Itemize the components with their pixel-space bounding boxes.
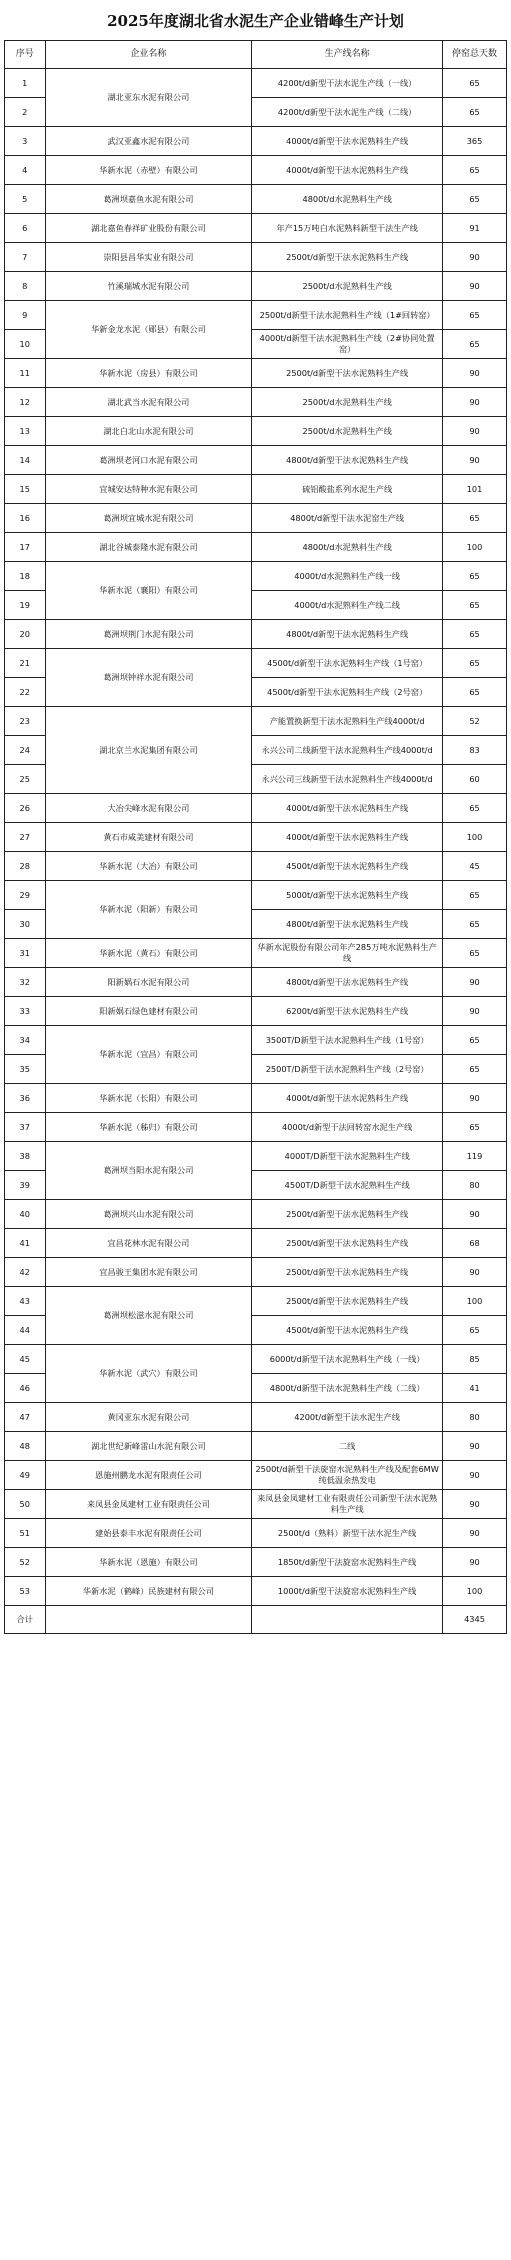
production-line: 4800t/d新型干法水泥熟料生产线 <box>252 968 443 997</box>
company-name: 华新水泥（恩施）有限公司 <box>45 1548 252 1577</box>
row-number: 32 <box>5 968 46 997</box>
row-number: 14 <box>5 446 46 475</box>
shutdown-days: 90 <box>443 997 507 1026</box>
row-number: 17 <box>5 533 46 562</box>
row-number: 39 <box>5 1171 46 1200</box>
header-line: 生产线名称 <box>252 41 443 69</box>
table-row <box>5 997 507 1026</box>
table-row <box>5 156 507 185</box>
production-line: 6200t/d新型干法水泥熟料生产线 <box>252 997 443 1026</box>
row-number: 4 <box>5 156 46 185</box>
production-line: 4500t/d新型干法水泥熟料生产线（1号窑） <box>252 649 443 678</box>
production-line: 4800t/d新型干法水泥熟料生产线 <box>252 620 443 649</box>
shutdown-days: 65 <box>443 301 507 330</box>
shutdown-days: 90 <box>443 1461 507 1490</box>
total-row <box>5 1606 507 1634</box>
production-line: 3500T/D新型干法水泥熟料生产线（1号窑） <box>252 1026 443 1055</box>
shutdown-days: 65 <box>443 649 507 678</box>
table-row <box>5 388 507 417</box>
production-line: 4800t/d新型干法水泥熟料生产线 <box>252 910 443 939</box>
company-name: 湖北嘉鱼春祥矿业股份有限公司 <box>45 214 252 243</box>
header-company: 企业名称 <box>45 41 252 69</box>
table-row <box>5 1200 507 1229</box>
total-blank <box>252 1606 443 1634</box>
row-number: 46 <box>5 1374 46 1403</box>
company-name: 华新金龙水泥（郧县）有限公司 <box>45 301 252 359</box>
table-row <box>5 243 507 272</box>
row-number: 6 <box>5 214 46 243</box>
company-name: 葛洲坝松滋水泥有限公司 <box>45 1287 252 1345</box>
shutdown-days: 90 <box>443 1519 507 1548</box>
production-line: 4000t/d新型干法水泥熟料生产线 <box>252 156 443 185</box>
row-number: 29 <box>5 881 46 910</box>
production-line: 4500T/D新型干法水泥熟料生产线 <box>252 1171 443 1200</box>
table-row <box>5 968 507 997</box>
table-row <box>5 1519 507 1548</box>
row-number: 47 <box>5 1403 46 1432</box>
row-number: 22 <box>5 678 46 707</box>
table-row <box>5 1432 507 1461</box>
table-row <box>5 1287 507 1316</box>
row-number: 2 <box>5 98 46 127</box>
production-line: 4500t/d新型干法水泥熟料生产线 <box>252 852 443 881</box>
table-row <box>5 649 507 678</box>
table-row <box>5 69 507 98</box>
shutdown-days: 65 <box>443 910 507 939</box>
row-number: 5 <box>5 185 46 214</box>
table-row <box>5 794 507 823</box>
row-number: 21 <box>5 649 46 678</box>
table-row <box>5 446 507 475</box>
row-number: 20 <box>5 620 46 649</box>
production-line: 永兴公司二线新型干法水泥熟料生产线4000t/d <box>252 736 443 765</box>
production-line: 4000t/d水泥熟料生产线二线 <box>252 591 443 620</box>
table-row <box>5 1577 507 1606</box>
shutdown-days: 90 <box>443 1258 507 1287</box>
row-number: 45 <box>5 1345 46 1374</box>
shutdown-days: 83 <box>443 736 507 765</box>
production-line: 5000t/d新型干法水泥熟料生产线 <box>252 881 443 910</box>
row-number: 7 <box>5 243 46 272</box>
shutdown-days: 65 <box>443 69 507 98</box>
shutdown-days: 41 <box>443 1374 507 1403</box>
company-name: 葛洲坝当阳水泥有限公司 <box>45 1142 252 1200</box>
company-name: 来凤县金凤建材工业有限责任公司 <box>45 1490 252 1519</box>
row-number: 24 <box>5 736 46 765</box>
company-name: 黄石市咸美建材有限公司 <box>45 823 252 852</box>
shutdown-days: 65 <box>443 504 507 533</box>
company-name: 华新水泥（鹤峰）民族建材有限公司 <box>45 1577 252 1606</box>
company-name: 黄冈亚东水泥有限公司 <box>45 1403 252 1432</box>
company-name: 建始县泰丰水泥有限责任公司 <box>45 1519 252 1548</box>
table-row <box>5 881 507 910</box>
production-line: 4800t/d新型干法水泥熟料生产线 <box>252 446 443 475</box>
production-line: 2500t/d（熟料）新型干法水泥生产线 <box>252 1519 443 1548</box>
row-number: 28 <box>5 852 46 881</box>
company-name: 湖北白北山水泥有限公司 <box>45 417 252 446</box>
company-name: 华新水泥（阳新）有限公司 <box>45 881 252 939</box>
shutdown-days: 100 <box>443 1577 507 1606</box>
row-number: 51 <box>5 1519 46 1548</box>
production-line: 2500t/d新型干法水泥熟料生产线 <box>252 1200 443 1229</box>
row-number: 16 <box>5 504 46 533</box>
company-name: 华新水泥（房县）有限公司 <box>45 359 252 388</box>
row-number: 44 <box>5 1316 46 1345</box>
row-number: 26 <box>5 794 46 823</box>
shutdown-days: 65 <box>443 591 507 620</box>
shutdown-days: 65 <box>443 156 507 185</box>
company-name: 葛洲坝钟祥水泥有限公司 <box>45 649 252 707</box>
row-number: 33 <box>5 997 46 1026</box>
company-name: 竹溪瑞城水泥有限公司 <box>45 272 252 301</box>
company-name: 湖北世纪新峰雷山水泥有限公司 <box>45 1432 252 1461</box>
table-row <box>5 1084 507 1113</box>
company-name: 华新水泥（宜昌）有限公司 <box>45 1026 252 1084</box>
company-name: 葛洲坝兴山水泥有限公司 <box>45 1200 252 1229</box>
row-number: 48 <box>5 1432 46 1461</box>
production-line: 2500T/D新型干法水泥熟料生产线（2号窑） <box>252 1055 443 1084</box>
production-line: 1850t/d新型干法旋窑水泥熟料生产线 <box>252 1548 443 1577</box>
production-line: 4000T/D新型干法水泥熟料生产线 <box>252 1142 443 1171</box>
company-name: 葛洲坝嘉鱼水泥有限公司 <box>45 185 252 214</box>
shutdown-days: 60 <box>443 765 507 794</box>
shutdown-days: 52 <box>443 707 507 736</box>
company-name: 华新水泥（大冶）有限公司 <box>45 852 252 881</box>
company-name: 阳新娲石水泥有限公司 <box>45 968 252 997</box>
shutdown-days: 100 <box>443 533 507 562</box>
shutdown-days: 65 <box>443 1316 507 1345</box>
production-line: 4000t/d新型干法回转窑水泥生产线 <box>252 1113 443 1142</box>
row-number: 12 <box>5 388 46 417</box>
row-number: 53 <box>5 1577 46 1606</box>
total-label: 合计 <box>5 1606 46 1634</box>
production-line: 2500t/d新型干法旋窑水泥熟料生产线及配套6MW纯低温余热发电 <box>252 1461 443 1490</box>
company-name: 湖北谷城泰隆水泥有限公司 <box>45 533 252 562</box>
shutdown-days: 65 <box>443 562 507 591</box>
production-line: 1000t/d新型干法旋窑水泥熟料生产线 <box>252 1577 443 1606</box>
production-line: 2500t/d新型干法水泥熟料生产线 <box>252 359 443 388</box>
row-number: 9 <box>5 301 46 330</box>
shutdown-days: 65 <box>443 330 507 359</box>
production-line: 产能置换新型干法水泥熟料生产线4000t/d <box>252 707 443 736</box>
page-title: 2025年度湖北省水泥生产企业错峰生产计划 <box>107 11 404 30</box>
production-line: 2500t/d新型干法水泥熟料生产线（1#回转窑） <box>252 301 443 330</box>
table-row <box>5 1258 507 1287</box>
table-row <box>5 214 507 243</box>
shutdown-days: 90 <box>443 1084 507 1113</box>
shutdown-days: 68 <box>443 1229 507 1258</box>
shutdown-days: 90 <box>443 359 507 388</box>
production-line: 2500t/d新型干法水泥熟料生产线 <box>252 1229 443 1258</box>
production-line: 4800t/d新型干法水泥窑生产线 <box>252 504 443 533</box>
company-name: 宜昌骏王集团水泥有限公司 <box>45 1258 252 1287</box>
total-days: 4345 <box>443 1606 507 1634</box>
shutdown-days: 90 <box>443 417 507 446</box>
row-number: 35 <box>5 1055 46 1084</box>
company-name: 湖北武当水泥有限公司 <box>45 388 252 417</box>
shutdown-days: 65 <box>443 794 507 823</box>
table-row <box>5 475 507 504</box>
production-line: 2500t/d新型干法水泥熟料生产线 <box>252 1258 443 1287</box>
row-number: 23 <box>5 707 46 736</box>
production-line: 4000t/d新型干法水泥熟料生产线 <box>252 127 443 156</box>
table-row <box>5 1461 507 1490</box>
shutdown-days: 90 <box>443 1432 507 1461</box>
production-line: 4000t/d新型干法水泥熟料生产线 <box>252 1084 443 1113</box>
table-row <box>5 504 507 533</box>
company-name: 葛洲坝老河口水泥有限公司 <box>45 446 252 475</box>
production-line: 4200t/d新型干法水泥生产线（一线） <box>252 69 443 98</box>
production-line: 4200t/d新型干法水泥生产线 <box>252 1403 443 1432</box>
company-name: 大冶尖峰水泥有限公司 <box>45 794 252 823</box>
company-name: 恩施州鹏龙水泥有限责任公司 <box>45 1461 252 1490</box>
production-line: 4000t/d新型干法水泥熟料生产线 <box>252 794 443 823</box>
company-name: 华新水泥（赤壁）有限公司 <box>45 156 252 185</box>
company-name: 湖北京兰水泥集团有限公司 <box>45 707 252 794</box>
row-number: 41 <box>5 1229 46 1258</box>
company-name: 葛洲坝宜城水泥有限公司 <box>45 504 252 533</box>
shutdown-days: 90 <box>443 243 507 272</box>
production-line: 6000t/d新型干法水泥熟料生产线（一线） <box>252 1345 443 1374</box>
header-row <box>5 41 507 69</box>
row-number: 1 <box>5 69 46 98</box>
shutdown-days: 90 <box>443 968 507 997</box>
shutdown-days: 80 <box>443 1171 507 1200</box>
shutdown-days: 65 <box>443 98 507 127</box>
production-line: 4500t/d新型干法水泥熟料生产线（2号窑） <box>252 678 443 707</box>
shutdown-days: 65 <box>443 678 507 707</box>
shutdown-days: 65 <box>443 1026 507 1055</box>
row-number: 50 <box>5 1490 46 1519</box>
shutdown-days: 90 <box>443 446 507 475</box>
production-line: 4500t/d新型干法水泥熟料生产线 <box>252 1316 443 1345</box>
shutdown-days: 119 <box>443 1142 507 1171</box>
row-number: 49 <box>5 1461 46 1490</box>
company-name: 宜城安达特种水泥有限公司 <box>45 475 252 504</box>
shutdown-days: 101 <box>443 475 507 504</box>
production-line: 4800t/d水泥熟料生产线 <box>252 185 443 214</box>
row-number: 40 <box>5 1200 46 1229</box>
shutdown-days: 91 <box>443 214 507 243</box>
table-row <box>5 852 507 881</box>
row-number: 37 <box>5 1113 46 1142</box>
production-line: 来凤县金凤建材工业有限责任公司新型干法水泥熟料生产线 <box>252 1490 443 1519</box>
table-row <box>5 272 507 301</box>
row-number: 36 <box>5 1084 46 1113</box>
row-number: 10 <box>5 330 46 359</box>
shutdown-days: 90 <box>443 388 507 417</box>
production-line: 4000t/d新型干法水泥熟料生产线（2#协同处置窑） <box>252 330 443 359</box>
table-row <box>5 1026 507 1055</box>
production-line: 4200t/d新型干法水泥生产线（二线） <box>252 98 443 127</box>
table-row <box>5 823 507 852</box>
company-name: 葛洲坝荆门水泥有限公司 <box>45 620 252 649</box>
shutdown-days: 100 <box>443 823 507 852</box>
table-row <box>5 1403 507 1432</box>
production-line: 2500t/d水泥熟料生产线 <box>252 388 443 417</box>
row-number: 31 <box>5 939 46 968</box>
table-row <box>5 185 507 214</box>
header-no: 序号 <box>5 41 46 69</box>
production-line: 年产15万吨白水泥熟料新型干法生产线 <box>252 214 443 243</box>
row-number: 34 <box>5 1026 46 1055</box>
shutdown-days: 90 <box>443 1200 507 1229</box>
row-number: 11 <box>5 359 46 388</box>
table-row <box>5 1113 507 1142</box>
production-line: 2500t/d水泥熟料生产线 <box>252 417 443 446</box>
company-name: 华新水泥（长阳）有限公司 <box>45 1084 252 1113</box>
shutdown-days: 45 <box>443 852 507 881</box>
row-number: 27 <box>5 823 46 852</box>
table-row <box>5 1345 507 1374</box>
table-row <box>5 1229 507 1258</box>
shutdown-days: 65 <box>443 881 507 910</box>
company-name: 武汉亚鑫水泥有限公司 <box>45 127 252 156</box>
company-name: 崇阳县昌华实业有限公司 <box>45 243 252 272</box>
shutdown-days: 85 <box>443 1345 507 1374</box>
shutdown-days: 90 <box>443 272 507 301</box>
row-number: 15 <box>5 475 46 504</box>
row-number: 38 <box>5 1142 46 1171</box>
production-line: 2500t/d水泥熟料生产线 <box>252 272 443 301</box>
row-number: 43 <box>5 1287 46 1316</box>
production-line: 4800t/d新型干法水泥熟料生产线（二线） <box>252 1374 443 1403</box>
shutdown-days: 100 <box>443 1287 507 1316</box>
production-line: 永兴公司三线新型干法水泥熟料生产线4000t/d <box>252 765 443 794</box>
row-number: 52 <box>5 1548 46 1577</box>
company-name: 华新水泥（秭归）有限公司 <box>45 1113 252 1142</box>
table-row <box>5 1548 507 1577</box>
shutdown-days: 65 <box>443 620 507 649</box>
production-line: 华新水泥股份有限公司年产285万吨水泥熟料生产线 <box>252 939 443 968</box>
row-number: 25 <box>5 765 46 794</box>
table-row <box>5 939 507 968</box>
plan-table <box>4 40 507 1634</box>
row-number: 3 <box>5 127 46 156</box>
shutdown-days: 65 <box>443 939 507 968</box>
row-number: 42 <box>5 1258 46 1287</box>
company-name: 华新水泥（黄石）有限公司 <box>45 939 252 968</box>
production-line: 二线 <box>252 1432 443 1461</box>
table-row <box>5 301 507 330</box>
shutdown-days: 90 <box>443 1548 507 1577</box>
company-name: 宜昌花林水泥有限公司 <box>45 1229 252 1258</box>
table-row <box>5 707 507 736</box>
production-line: 2500t/d新型干法水泥熟料生产线 <box>252 1287 443 1316</box>
table-row <box>5 359 507 388</box>
header-days: 停窑总天数 <box>443 41 507 69</box>
shutdown-days: 65 <box>443 1113 507 1142</box>
row-number: 30 <box>5 910 46 939</box>
production-line: 4000t/d水泥熟料生产线一线 <box>252 562 443 591</box>
shutdown-days: 90 <box>443 1490 507 1519</box>
production-line: 硫铝酸盐系列水泥生产线 <box>252 475 443 504</box>
shutdown-days: 365 <box>443 127 507 156</box>
company-name: 湖北亚东水泥有限公司 <box>45 69 252 127</box>
row-number: 19 <box>5 591 46 620</box>
production-line: 4800t/d水泥熟料生产线 <box>252 533 443 562</box>
row-number: 8 <box>5 272 46 301</box>
company-name: 阳新娲石绿色建材有限公司 <box>45 997 252 1026</box>
row-number: 13 <box>5 417 46 446</box>
shutdown-days: 65 <box>443 1055 507 1084</box>
company-name: 华新水泥（襄阳）有限公司 <box>45 562 252 620</box>
table-row <box>5 562 507 591</box>
table-row <box>5 1490 507 1519</box>
table-row <box>5 620 507 649</box>
shutdown-days: 80 <box>443 1403 507 1432</box>
company-name: 华新水泥（武穴）有限公司 <box>45 1345 252 1403</box>
production-line: 2500t/d新型干法水泥熟料生产线 <box>252 243 443 272</box>
table-row <box>5 1142 507 1171</box>
shutdown-days: 65 <box>443 185 507 214</box>
table-row <box>5 533 507 562</box>
total-blank <box>45 1606 252 1634</box>
row-number: 18 <box>5 562 46 591</box>
table-row <box>5 127 507 156</box>
table-row <box>5 417 507 446</box>
production-line: 4000t/d新型干法水泥熟料生产线 <box>252 823 443 852</box>
